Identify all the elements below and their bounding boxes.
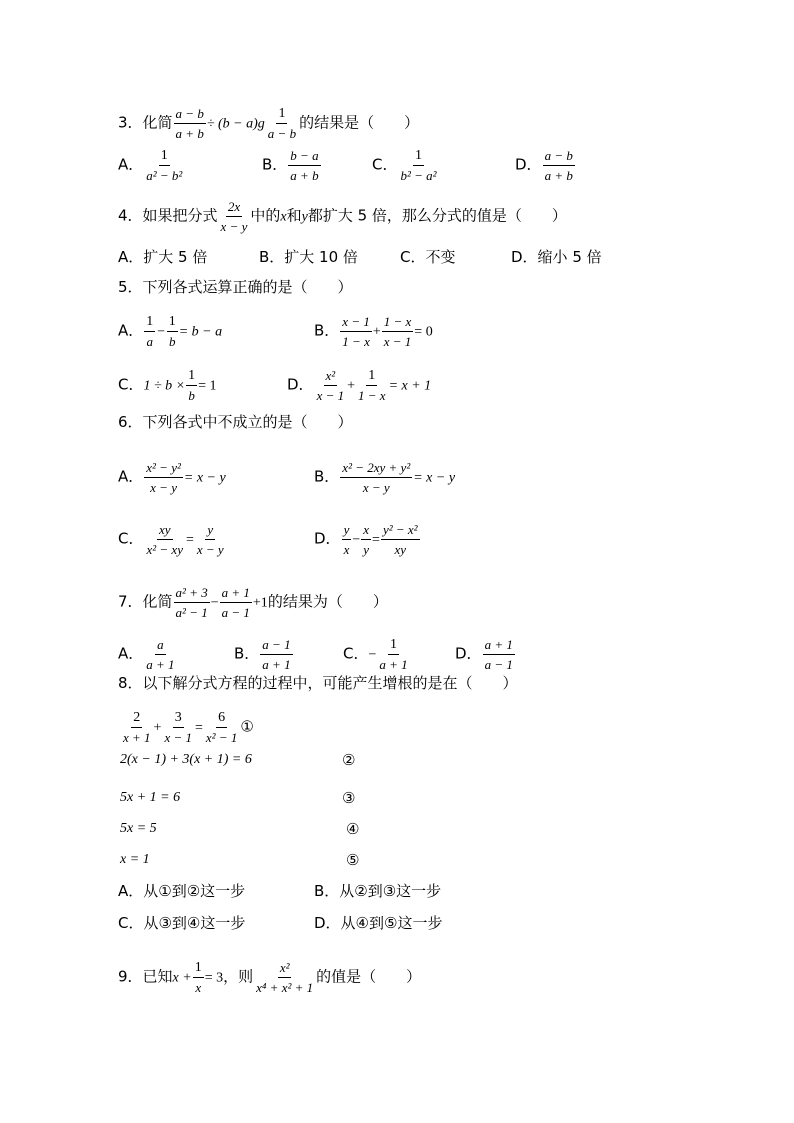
q6-option-c[interactable]: C． $\frac{xy}{\text{x² − xy}}$ = $\frac{y}{x - y}$: [118, 522, 224, 557]
q9-stem: 9．已知x + $\frac{1}{x}$ = 3，则 $\frac{\text{x²}}{\text{x⁴ + x² + 1}}$ 的值是（ ）: [118, 960, 422, 995]
step-marker-2: ②: [342, 751, 356, 769]
q3-option-a[interactable]: A． $\frac{1}{\text{a² − b²}}$: [118, 148, 183, 183]
q8-step-5-eq: x = 1: [120, 852, 150, 867]
q3-option-d[interactable]: D． $\frac{a - b}{a + b}$: [515, 148, 573, 183]
q8-option-c[interactable]: C．从③到④这一步: [118, 914, 246, 932]
q8-step-3-eq: 5x + 1 = 6: [120, 790, 181, 805]
q5-option-d[interactable]: D． $\frac{\text{x²}}{x - 1}$ + $\frac{1}{1 - x}$ = x + 1: [287, 368, 432, 403]
q4-fraction: $\frac{2x}{x - y}$: [220, 199, 248, 234]
q8-option-d[interactable]: D．从④到⑤这一步: [314, 914, 443, 932]
q5-option-b[interactable]: B． $\frac{x - 1}{1 - x}$ + $\frac{1 - x}{x - 1}$ = 0: [314, 314, 433, 349]
q6-stem: 6．下列各式中不成立的是（ ）: [118, 413, 353, 431]
q6-option-d[interactable]: D． $\frac{y}{x}$ − $\frac{x}{y}$ = $\frac{\text{y² − x²}}{xy}$: [314, 522, 418, 557]
q8-step-1: $\frac{2}{x + 1}$ + $\frac{3}{x - 1}$ = $\frac{6}{\text{x² − 1}}$ ①: [123, 710, 254, 745]
q3-fraction-2: $\frac{1}{a - b}$: [267, 106, 297, 141]
q4-option-c[interactable]: C．不变: [400, 248, 456, 266]
q7-option-c[interactable]: C．− $\frac{1}{a + 1}$: [343, 637, 408, 672]
q6-option-b[interactable]: B． $\frac{\text{x² − 2xy + y²}}{x - y}$ = x − y: [314, 460, 456, 495]
q6-option-a[interactable]: A． $\frac{\text{x² − y²}}{x - y}$ = x − y: [118, 460, 226, 495]
q3-suffix: 的结果是（ ）: [299, 113, 420, 132]
q4-option-b[interactable]: B．扩大 10 倍: [259, 248, 358, 266]
step-marker-5: ⑤: [346, 851, 360, 869]
step-marker-4: ④: [346, 820, 360, 838]
q3-prefix: 3．化简: [118, 113, 173, 132]
q3-stem: [118, 106, 419, 141]
q4-option-a[interactable]: A．扩大 5 倍: [118, 248, 208, 266]
q3-option-b[interactable]: B． $\frac{b - a}{a + b}$: [262, 148, 319, 183]
q3-operator: ÷ (b − a)g: [206, 116, 265, 132]
q8-option-a[interactable]: A．从①到②这一步: [118, 882, 246, 900]
q5-stem: 5．下列各式运算正确的是（ ）: [118, 278, 353, 296]
q8-stem: 8．以下解分式方程的过程中，可能产生增根的是在（ ）: [118, 674, 518, 692]
q5-option-c[interactable]: C．1 ÷ b × $\frac{1}{b}$ = 1: [118, 368, 217, 403]
q3-fraction-1: $\frac{a - b}{a + b}$: [175, 106, 204, 141]
q7-option-d[interactable]: D． $\frac{a + 1}{a - 1}$: [455, 637, 513, 672]
q8-option-b[interactable]: B．从②到③这一步: [314, 882, 442, 900]
step-marker-1: ①: [240, 717, 254, 736]
q8-step-4-eq: 5x = 5: [120, 821, 157, 836]
q8-step-2-eq: 2(x − 1) + 3(x + 1) = 6: [120, 752, 252, 767]
q7-stem: 7．化简 $\frac{\text{a² + 3}}{\text{a² − 1}}$ − $\frac{a + 1}{a - 1}$ +1的结果为（ ）: [118, 585, 388, 620]
step-marker-3: ③: [342, 789, 356, 807]
q5-option-a[interactable]: A． $\frac{1}{a}$ − $\frac{1}{b}$ = b − a: [118, 314, 223, 349]
q7-option-a[interactable]: A． $\frac{a}{a + 1}$: [118, 637, 175, 672]
q7-option-b[interactable]: B． $\frac{a - 1}{a + 1}$: [234, 637, 291, 672]
q4-stem: 4．如果把分式 $\frac{2x}{x - y}$ 中的x和y都扩大 5 倍，那么分式的值是（ ）: [118, 199, 567, 234]
q3-option-c[interactable]: C． $\frac{1}{\text{b² − a²}}$: [372, 148, 437, 183]
q4-option-d[interactable]: D．缩小 5 倍: [511, 248, 602, 266]
